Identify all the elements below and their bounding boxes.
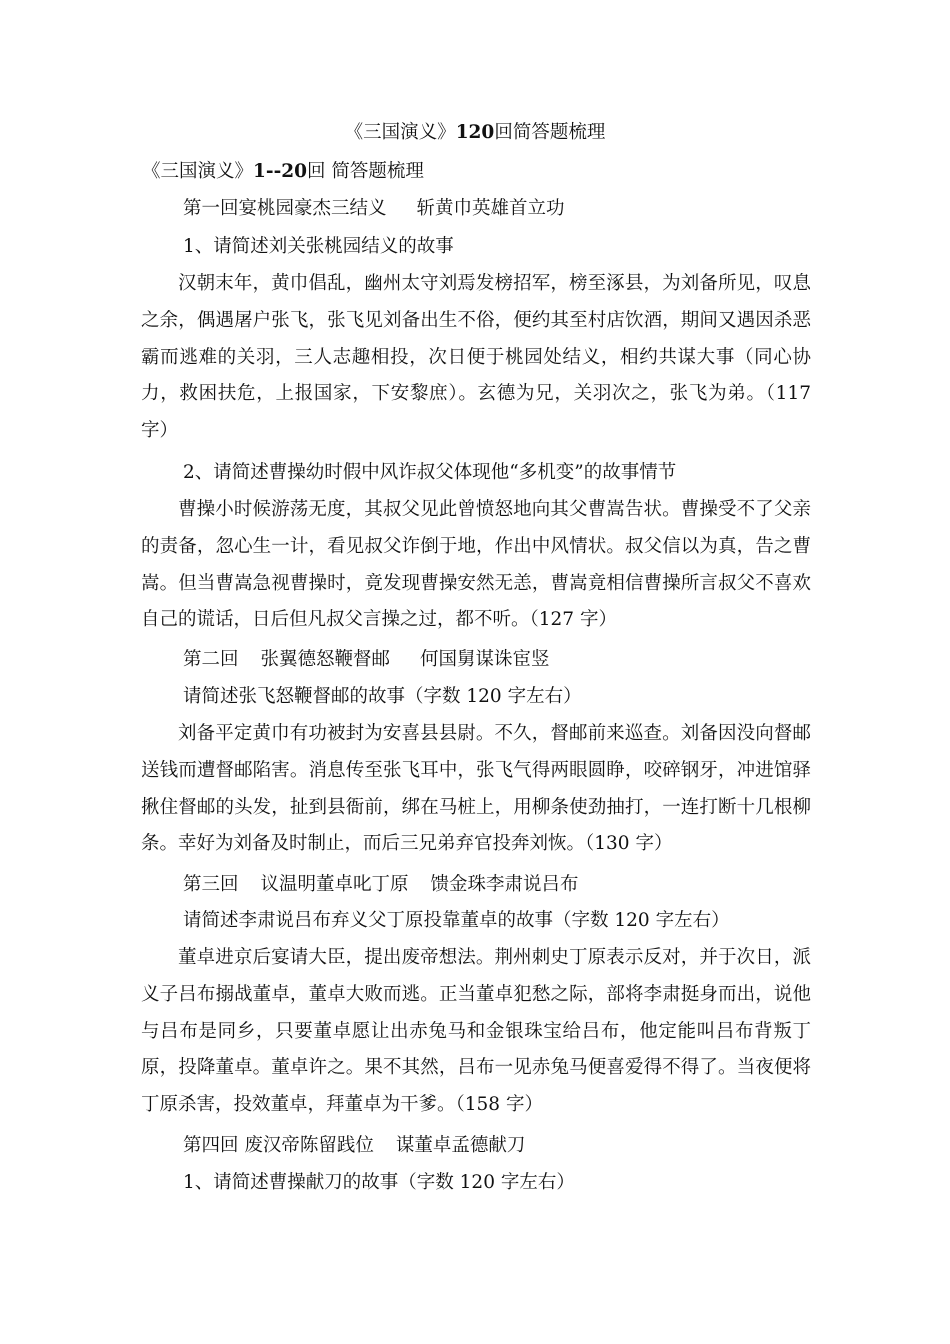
chapter-4-heading-left: 第四回 废汉帝陈留践位 — [183, 1135, 374, 1156]
chapter-1-heading-right: 斩黄巾英雄首立功 — [416, 198, 565, 219]
chapter-1-heading — [183, 197, 565, 221]
chapter-1-question-2: 2、请简述曹操幼时假中风诈叔父体现他“多机变”的故事情节 — [183, 462, 677, 483]
title-part-1: 《三国演义》 — [344, 122, 456, 143]
section-title-part-3: 回 简答题梳理 — [307, 161, 424, 182]
chapter-3-heading — [183, 873, 579, 897]
chapter-2-heading-right: 何国舅谋诛宦竖 — [420, 649, 550, 670]
chapter-3-heading-mid: 议温明董卓叱丁原 — [260, 874, 409, 895]
page-title — [0, 121, 950, 145]
chapter-1-answer-2: 曹操小时候游荡无度，其叔父见此曾愤怒地向其父曹嵩告状。曹操受不了父亲的责备，忽心生一计，看见叔父诈倒于地，作出中风情状。叔父信以为真，告之曹嵩。但当曹嵩急视曹操时，竟发现曹操安然无恙，曹嵩竟相信曹操所言叔父不喜欢自己的谎话，日后但凡叔父言操之过，都不听。（127 字） — [141, 499, 811, 631]
chapter-2-heading-left: 第二回 — [183, 649, 239, 670]
chapter-1-question-1: 1、请简述刘关张桃园结义的故事 — [183, 236, 454, 257]
chapter-1-answer-1: 汉朝末年，黄巾倡乱，幽州太守刘焉发榜招军，榜至涿县，为刘备所见，叹息之余，偶遇屠户张飞，张飞见刘备出生不俗，便约其至村店饮酒，期间又遇因杀恶霸而逃难的关羽，三人志趣相投，次日便于桃园处结义，相约共谋大事（同心协力，救困扶危，上报国家，下安黎庶）。玄德为兄，关羽次之，张飞为弟。（117 字） — [141, 273, 811, 442]
chapter-3-question: 请简述李肃说吕布弃义父丁原投靠董卓的故事（字数 120 字左右） — [183, 910, 730, 931]
title-part-3: 回简答题梳理 — [494, 122, 606, 143]
chapter-1-heading-left: 第一回宴桃园豪杰三结义 — [183, 198, 387, 219]
chapter-2-heading-mid: 张翼德怒鞭督邮 — [260, 649, 391, 670]
chapter-3-heading-left: 第三回 — [183, 874, 239, 895]
chapter-4-heading — [183, 1134, 525, 1158]
section-title-part-1: 《三国演义》 — [142, 161, 254, 182]
chapter-2-heading — [183, 648, 550, 672]
title-part-2: 120 — [455, 122, 495, 143]
chapter-2-question: 请简述张飞怒鞭督邮的故事（字数 120 字左右） — [183, 686, 582, 707]
chapter-2-answer: 刘备平定黄巾有功被封为安喜县县尉。不久，督邮前来巡查。刘备因没向督邮送钱而遭督邮陷害。消息传至张飞耳中，张飞气得两眼圆睁，咬碎钢牙，冲进馆驿揪住督邮的头发，扯到县衙前，绑在马桩上，用柳条使劲抽打，一连打断十几根柳条。幸好为刘备及时制止，而后三兄弟弃官投奔刘恢。（130 字） — [141, 723, 811, 855]
chapter-3-answer: 董卓进京后宴请大臣，提出废帝想法。荆州刺史丁原表示反对，并于次日，派义子吕布搦战董卓，董卓大败而逃。正当董卓犯愁之际，部将李肃挺身而出，说他与吕布是同乡，只要董卓愿让出赤兔马和金银珠宝给吕布，他定能叫吕布背叛丁原，投降董卓。董卓许之。果不其然，吕布一见赤兔马便喜爱得不得了。当夜便将丁原杀害，投效董卓，拜董卓为干爹。（158 字） — [141, 947, 811, 1116]
chapter-3-heading-right: 馈金珠李肃说吕布 — [430, 874, 579, 895]
section-title-part-2: 1--20 — [253, 161, 307, 182]
section-title — [142, 160, 424, 184]
chapter-4-heading-right: 谋董卓孟德献刀 — [395, 1135, 526, 1156]
chapter-4-question-1: 1、请简述曹操献刀的故事（字数 120 字左右） — [183, 1172, 575, 1193]
